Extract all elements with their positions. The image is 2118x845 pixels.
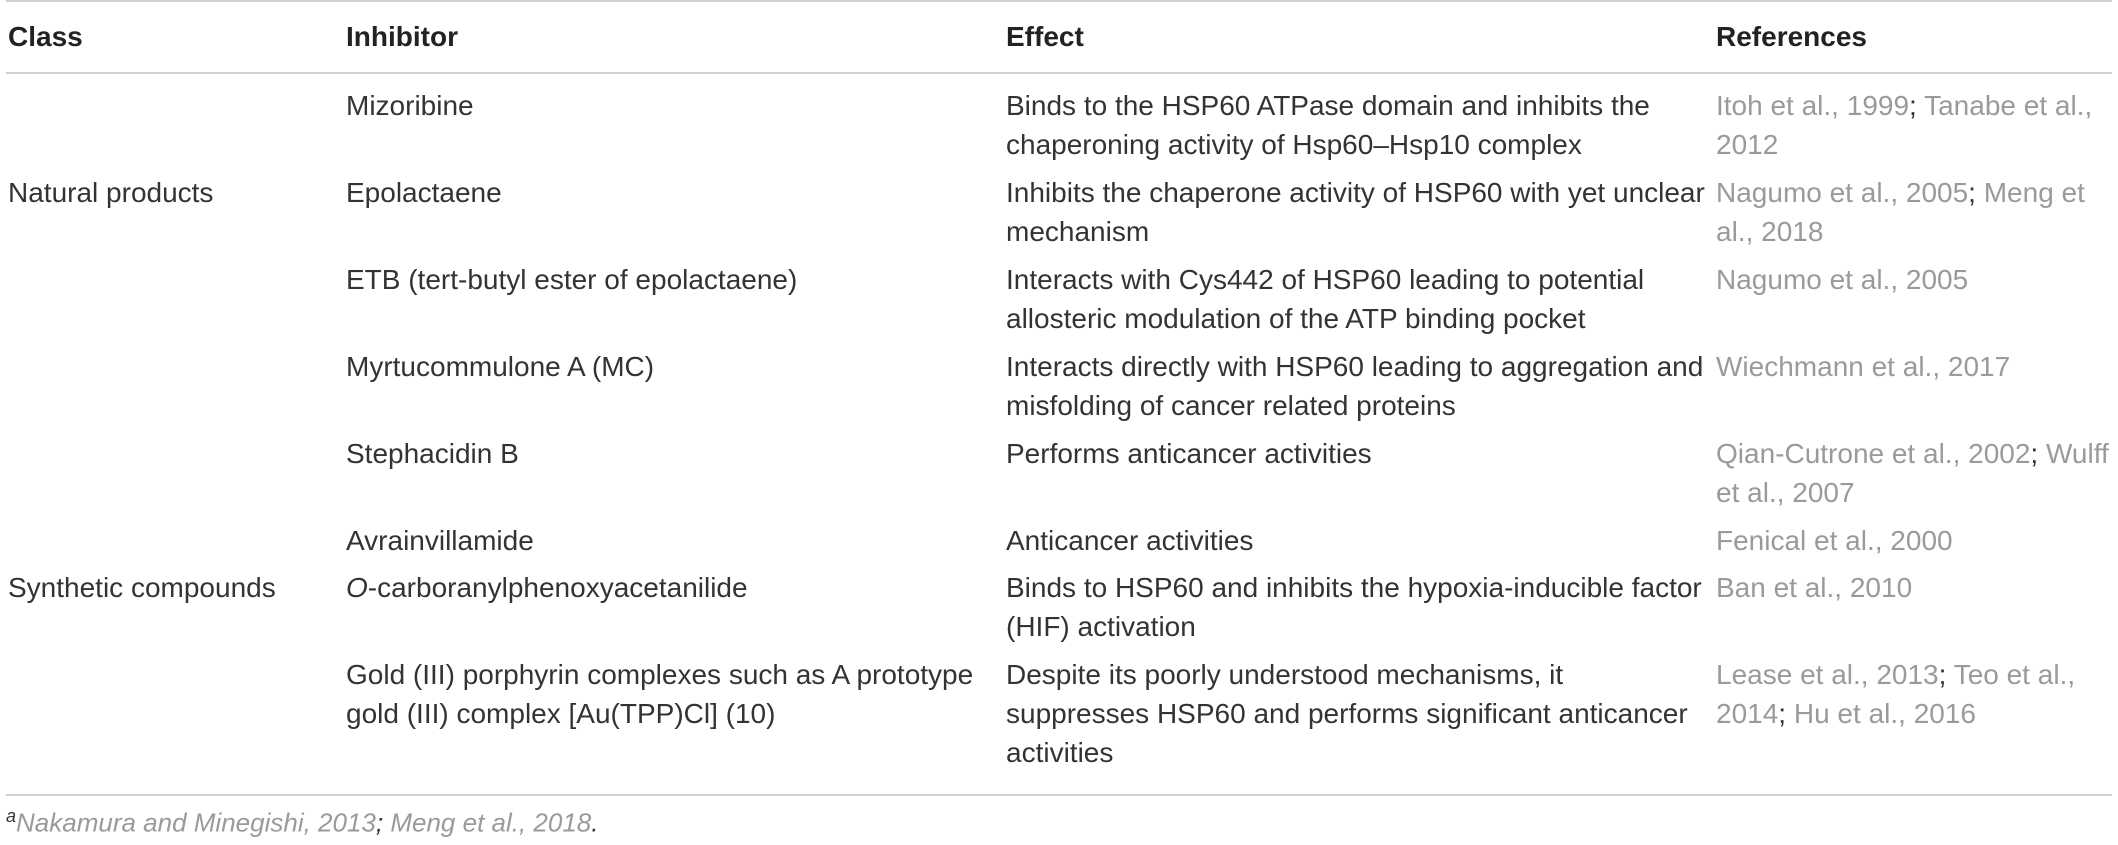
table-row	[6, 655, 2112, 777]
header-inhibitor: Inhibitor	[346, 21, 458, 52]
reference-link[interactable]: Itoh et al., 1999	[1716, 90, 1910, 121]
reference-separator: ;	[1778, 698, 1794, 729]
header-class: Class	[8, 21, 83, 52]
table-row	[6, 86, 2112, 173]
footnote-refs	[16, 808, 591, 838]
cell-inhibitor	[344, 260, 1004, 347]
hsp60-inhibitor-table	[6, 0, 2112, 777]
cell-references	[1714, 655, 2112, 777]
cell-references	[1714, 173, 2112, 260]
reference-link[interactable]: Lease et al., 2013	[1716, 659, 1939, 690]
reference-link[interactable]: Qian-Cutrone et al., 2002	[1716, 438, 2031, 469]
inhibitor-name: Myrtucommulone A (MC)	[346, 351, 655, 382]
cell-inhibitor	[344, 568, 1004, 655]
reference-link[interactable]: Fenical et al., 2000	[1716, 525, 1953, 556]
cell-references	[1714, 434, 2112, 521]
inhibitor-name: Gold (III) porphyrin complexes such as A prototype gold (III) complex [Au(TPP)Cl] (10)	[346, 659, 974, 729]
cell-references	[1714, 86, 2112, 173]
reference-link[interactable]: Nagumo et al., 2005	[1716, 264, 1969, 295]
cell-class	[6, 521, 344, 568]
table-row	[6, 568, 2112, 655]
table-header-row	[6, 1, 2112, 73]
cell-effect: Despite its poorly understood mechanisms, it suppresses HSP60 and performs significant anticancer activities	[1006, 659, 1688, 768]
header-references: References	[1716, 21, 1867, 52]
inhibitor-name: Mizoribine	[346, 90, 474, 121]
cell-effect: Anticancer activities	[1006, 525, 1254, 556]
reference-separator: ;	[1909, 90, 1925, 121]
cell-class	[6, 260, 344, 347]
cell-inhibitor	[344, 434, 1004, 521]
cell-references	[1714, 521, 2112, 568]
cell-references	[1714, 260, 2112, 347]
reference-link[interactable]: Nagumo et al., 2005	[1716, 177, 1969, 208]
cell-class	[6, 434, 344, 521]
reference-link[interactable]: Wiechmann et al., 2017	[1716, 351, 2011, 382]
cell-effect: Binds to the HSP60 ATPase domain and inhibits the chaperoning activity of Hsp60–Hsp10 complex	[1006, 90, 1650, 160]
table-row	[6, 260, 2112, 347]
inhibitor-name: Epolactaene	[346, 177, 502, 208]
cell-inhibitor	[344, 173, 1004, 260]
spacer-row	[6, 73, 2112, 86]
cell-effect: Interacts directly with HSP60 leading to aggregation and misfolding of cancer related proteins	[1006, 351, 1704, 421]
footnote-end: .	[591, 807, 599, 838]
footnote-reference-link[interactable]: Meng et al., 2018	[390, 807, 592, 838]
cell-class: Natural products	[8, 177, 214, 208]
table-body	[6, 73, 2112, 777]
reference-link[interactable]: Hu et al., 2016	[1793, 698, 1976, 729]
cell-class	[6, 347, 344, 434]
footnote-separator: ;	[375, 807, 391, 838]
inhibitor-name: Avrainvillamide	[346, 525, 534, 556]
table-footnote	[6, 806, 599, 839]
cell-class	[6, 86, 344, 173]
reference-link[interactable]: Teo et al., 2014	[1716, 659, 2076, 729]
header-effect: Effect	[1006, 21, 1084, 52]
table-row	[6, 347, 2112, 434]
reference-link[interactable]: Tanabe et al., 2012	[1716, 90, 2093, 160]
cell-class: Synthetic compounds	[8, 572, 276, 603]
cell-effect: Interacts with Cys442 of HSP60 leading to potential allosteric modulation of the ATP binding pocket	[1006, 264, 1645, 334]
cell-inhibitor	[344, 347, 1004, 434]
reference-separator: ;	[1938, 659, 1954, 690]
cell-effect: Performs anticancer activities	[1006, 438, 1372, 469]
cell-inhibitor	[344, 86, 1004, 173]
cell-references	[1714, 347, 2112, 434]
inhibitor-prefix: O	[346, 572, 368, 603]
reference-link[interactable]: Meng et al., 2018	[1716, 177, 2085, 247]
inhibitor-name: ETB (tert-butyl ester of epolactaene)	[346, 264, 798, 295]
cell-effect: Inhibits the chaperone activity of HSP60 with yet unclear mechanism	[1006, 177, 1705, 247]
reference-link[interactable]: Ban et al., 2010	[1716, 572, 1913, 603]
cell-inhibitor	[344, 521, 1004, 568]
cell-references	[1714, 568, 2112, 655]
reference-link[interactable]: Wulff et al., 2007	[1716, 438, 2109, 508]
table-row	[6, 434, 2112, 521]
cell-effect: Binds to HSP60 and inhibits the hypoxia-inducible factor (HIF) activation	[1006, 572, 1702, 642]
reference-separator: ;	[2030, 438, 2046, 469]
footnote-marker: a	[6, 806, 17, 826]
table-bottom-rule	[6, 794, 2112, 796]
footnote-reference-link[interactable]: Nakamura and Minegishi, 2013	[16, 807, 376, 838]
cell-class	[6, 655, 344, 777]
table-row	[6, 173, 2112, 260]
reference-separator: ;	[1968, 177, 1984, 208]
inhibitor-name: Stephacidin B	[346, 438, 519, 469]
inhibitor-name: -carboranylphenoxyacetanilide	[367, 572, 748, 603]
cell-inhibitor	[344, 655, 1004, 777]
table-row	[6, 521, 2112, 568]
